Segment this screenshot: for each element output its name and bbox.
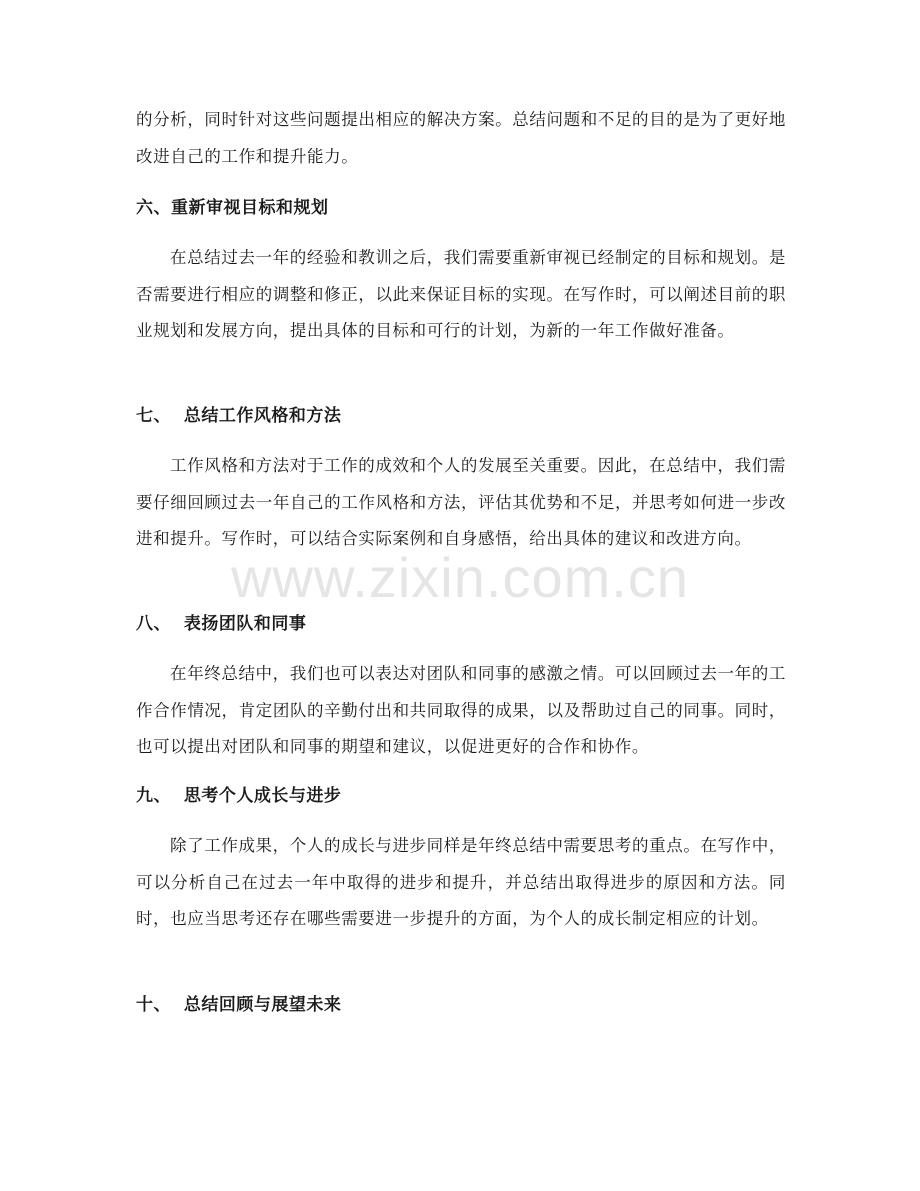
section-body-8: 在年终总结中，我们也可以表达对团队和同事的感激之情。可以回顾过去一年的工作合作情况，肯定团队的辛勤付出和共同取得的成果，以及帮助过自己的同事。同时，也可以提出对团队和同事的期望和建议，以促进更好的合作和协作。 <box>136 664 786 756</box>
section-heading-8: 八、 表扬团队和同事 <box>136 614 307 634</box>
section-heading-6: 六、重新审视目标和规划 <box>136 198 329 218</box>
watermark: www.zixin.com.cn <box>231 546 689 609</box>
section-heading-7: 七、 总结工作风格和方法 <box>136 406 342 426</box>
section-body-6: 在总结过去一年的经验和教训之后，我们需要重新审视已经制定的目标和规划。是否需要进行相应的调整和修正，以此来保证目标的实现。在写作时，可以阐述目前的职业规划和发展方向，提出具体的目标和可行的计划，为新的一年工作做好准备。 <box>136 248 786 340</box>
section-heading-9: 九、 思考个人成长与进步 <box>136 786 342 806</box>
section-body-9: 除了工作成果，个人的成长与进步同样是年终总结中需要思考的重点。在写作中，可以分析自己在过去一年中取得的进步和提升，并总结出取得进步的原因和方法。同时，也应当思考还存在哪些需要进一步提升的方面，为个人的成长制定相应的计划。 <box>136 836 786 928</box>
section-body-7: 工作风格和方法对于工作的成效和个人的发展至关重要。因此，在总结中，我们需要仔细回顾过去一年自己的工作风格和方法，评估其优势和不足，并思考如何进一步改进和提升。写作时，可以结合实际案例和自身感悟，给出具体的建议和改进方向。 <box>136 456 786 548</box>
intro-paragraph: 的分析，同时针对这些问题提出相应的解决方案。总结问题和不足的目的是为了更好地改进自己的工作和提升能力。 <box>136 110 786 166</box>
section-heading-10: 十、 总结回顾与展望未来 <box>136 995 342 1015</box>
